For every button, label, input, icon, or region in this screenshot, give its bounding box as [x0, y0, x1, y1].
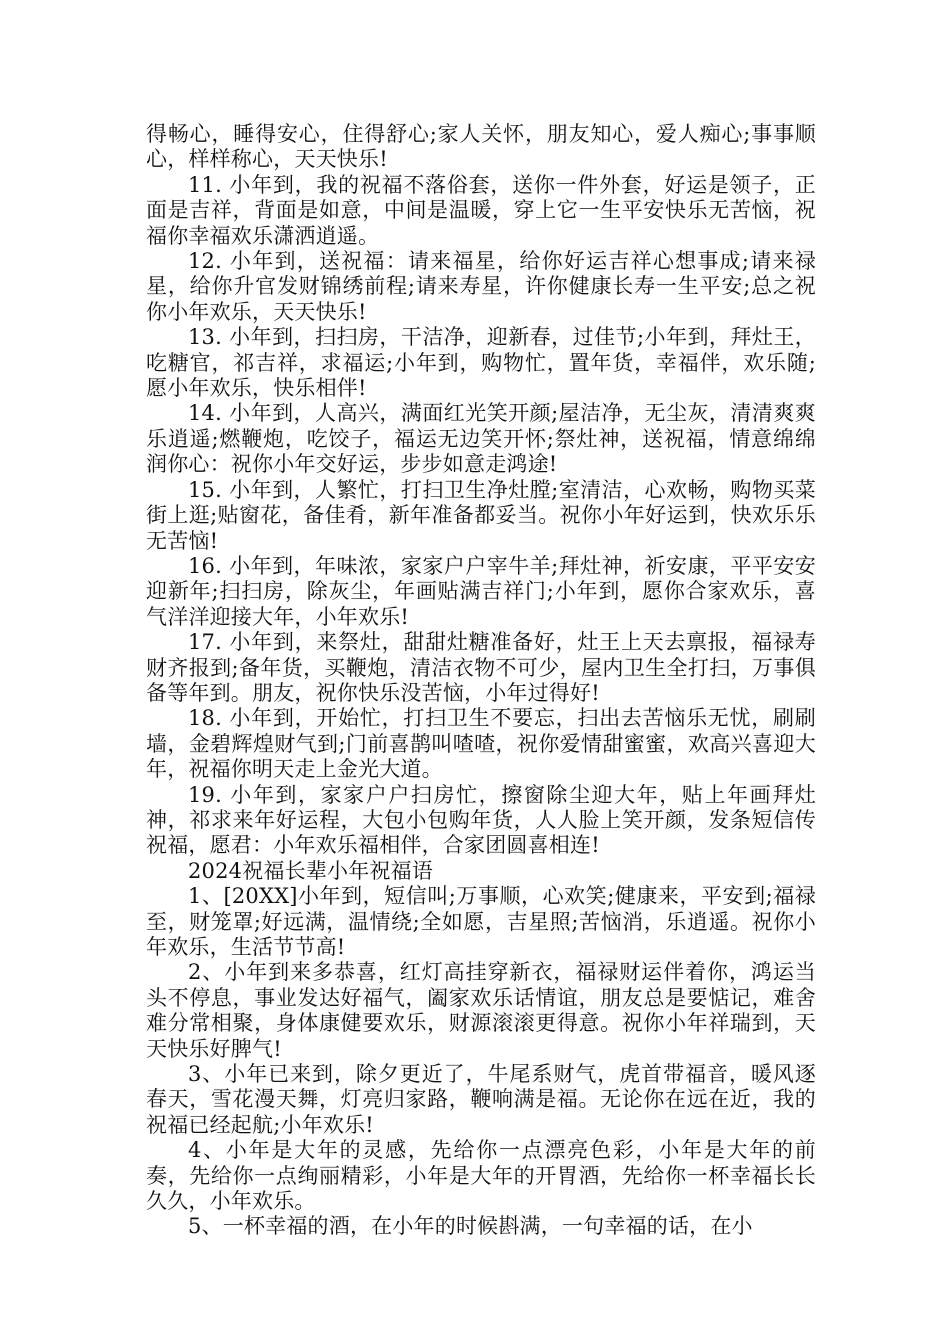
paragraph-item-16: 16. 小年到，年味浓，家家户户宰牛羊;拜灶神，祈安康，平平安安迎新年;扫扫房，除灰尘，年画贴满吉祥门;小年到，愿你合家欢乐，喜气洋洋迎接大年，小年欢乐!	[146, 553, 816, 629]
paragraph-item-19: 19. 小年到，家家户户扫房忙，擦窗除尘迎大年，贴上年画拜灶神，祁求来年好运程，大包小包购年货，人人脸上笑开颜，发条短信传祝福，愿君：小年欢乐福相伴，合家团圆喜相连!	[146, 782, 816, 858]
section-heading: 2024祝福长辈小年祝福语	[188, 858, 434, 883]
paragraph-item-4: 4、小年是大年的灵感，先给你一点漂亮色彩，小年是大年的前奏，先给你一点绚丽精彩，小年是大年的开胃酒，先给你一杯幸福长长久久，小年欢乐。	[146, 1138, 816, 1214]
paragraph-item-11: 11. 小年到，我的祝福不落俗套，送你一件外套，好运是领子，正面是吉祥，背面是如意，中间是温暖，穿上它一生平安快乐无苦恼，祝福你幸福欢乐潇洒逍遥。	[146, 172, 816, 248]
paragraph-item-3: 3、小年已来到，除夕更近了，牛尾系财气，虎首带福音，暖风逐春天，雪花漫天舞，灯亮归家路，鞭响满是福。无论你在远在近，我的祝福已经起航;小年欢乐!	[146, 1062, 816, 1137]
paragraph-item-1: 1、[20XX]小年到，短信叫;万事顺，心欢笑;健康来，平安到;福禄至，财笼罩;好远满，温情绕;全如愿，吉星照;苦恼消，乐逍遥。祝你小年欢乐，生活节节高!	[146, 884, 816, 959]
paragraph-item-13: 13. 小年到，扫扫房，干洁净，迎新春，过佳节;小年到，拜灶王，吃糖官，祁吉祥，求福运;小年到，购物忙，置年货，幸福伴，欢乐随;愿小年欢乐，快乐相伴!	[146, 325, 816, 401]
paragraph-item-17: 17. 小年到，来祭灶，甜甜灶糖准备好，灶王上天去禀报，福禄寿财齐报到;备年货，买鞭炮，清洁衣物不可少，屋内卫生全打扫，万事俱备等年到。朋友，祝你快乐没苦恼，小年过得好!	[146, 630, 816, 705]
paragraph-item-12: 12. 小年到，送祝福：请来福星，给你好运吉祥心想事成;请来禄星，给你升官发财锦绣前程;请来寿星，许你健康长寿一生平安;总之祝你小年欢乐，天天快乐!	[146, 249, 816, 324]
paragraph-item-18: 18. 小年到，开始忙，打扫卫生不要忘，扫出去苦恼乐无忧，刷刷墙，金碧辉煌财气到;门前喜鹊叫喳喳，祝你爱情甜蜜蜜，欢高兴喜迎大年，祝福你明天走上金光大道。	[146, 706, 816, 782]
paragraph-continuation: 得畅心，睡得安心，住得舒心;家人关怀，朋友知心，爱人痴心;事事顺心，样样称心，天天快乐!	[146, 122, 816, 172]
paragraph-item-2: 2、小年到来多恭喜，红灯高挂穿新衣，福禄财运伴着你，鸿运当头不停息，事业发达好福气，阖家欢乐话情谊，朋友总是要惦记，难舍难分常相聚，身体康健要欢乐，财源滚滚更得意。祝你小年祥瑞到，天天快乐好脾气!	[146, 960, 816, 1061]
paragraph-item-5: 5、一杯幸福的酒，在小年的时候斟满，一句幸福的话，在小	[188, 1214, 753, 1239]
paragraph-item-14: 14. 小年到，人高兴，满面红光笑开颜;屋洁净，无尘灰，清清爽爽乐逍遥;燃鞭炮，吃饺子，福运无边笑开怀;祭灶神，送祝福，情意绵绵润你心：祝你小年交好运，步步如意走鸿途!	[146, 401, 816, 477]
paragraph-item-15: 15. 小年到，人繁忙，打扫卫生净灶膛;室清洁，心欢畅，购物买菜街上逛;贴窗花，备佳肴，新年准备都妥当。祝你小年好运到，快欢乐乐无苦恼!	[146, 477, 816, 553]
document-body	[146, 122, 816, 1240]
